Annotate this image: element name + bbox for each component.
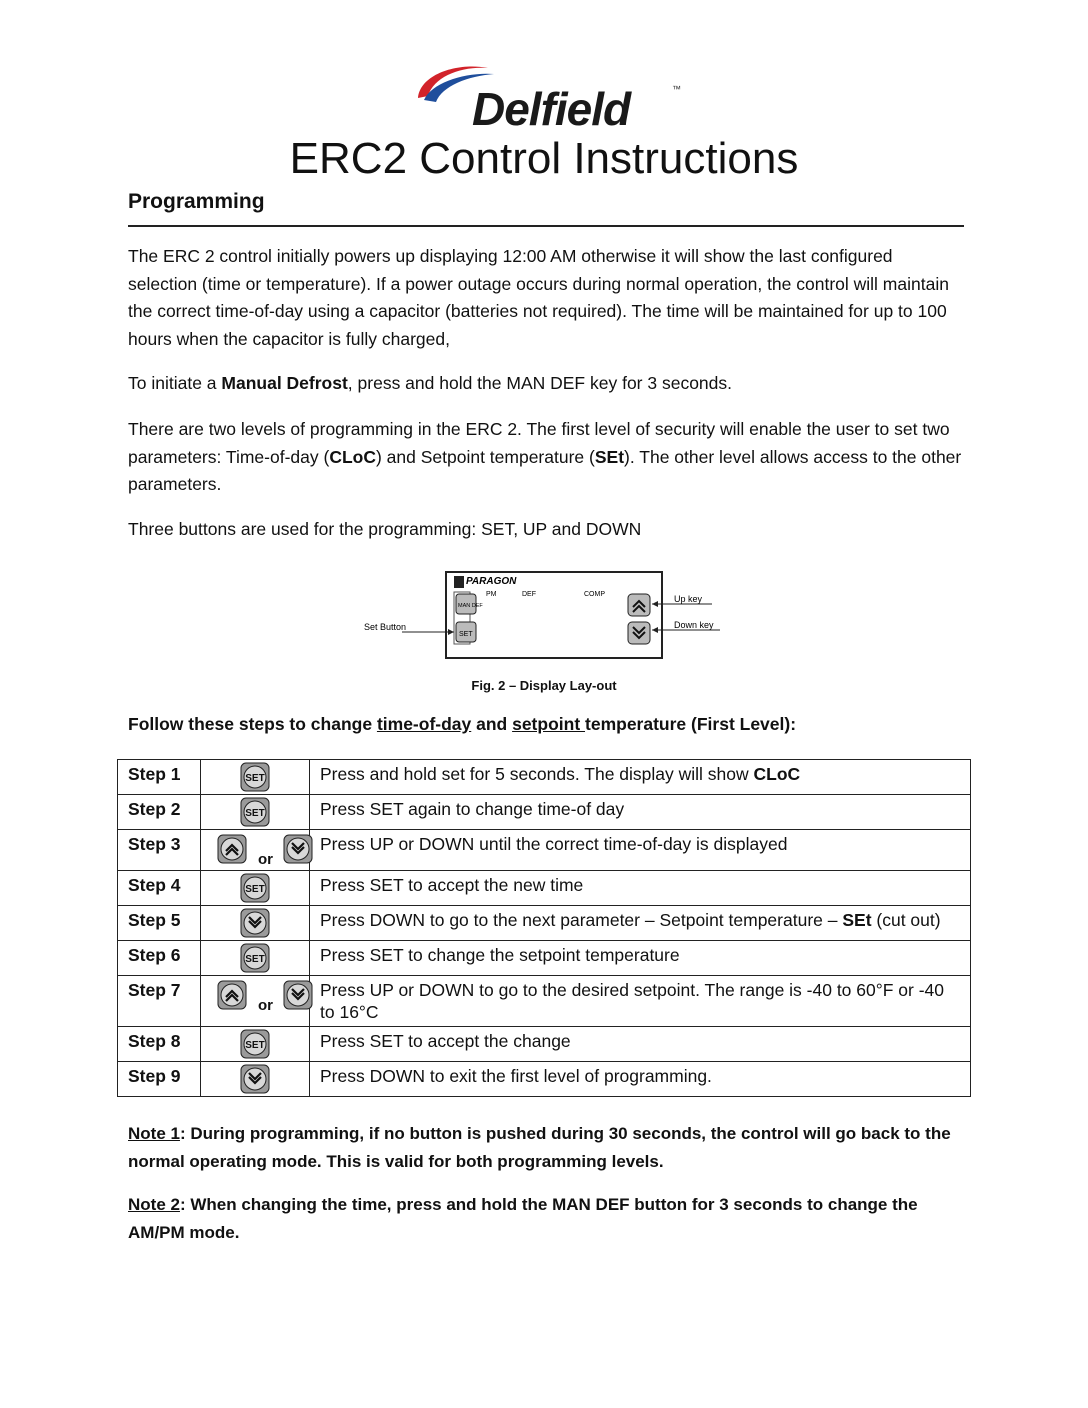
step-label: Step 7	[118, 976, 201, 1027]
step-icons	[201, 906, 310, 941]
step-icons	[201, 1062, 310, 1097]
down-icon	[283, 834, 313, 864]
step-row	[118, 830, 971, 871]
paragon-label: PARAGON	[466, 576, 517, 587]
fig-up-button-icon	[628, 594, 650, 616]
display-label-comp: COMP	[584, 591, 605, 598]
step-row	[118, 1027, 971, 1062]
step-icons	[201, 871, 310, 906]
man-def-label: MAN DEF	[458, 603, 483, 609]
step-description: Press SET to change the setpoint temperature	[310, 941, 971, 976]
step-icons	[201, 976, 310, 1027]
svg-text:SET: SET	[245, 1040, 265, 1051]
logo-trademark: ™	[672, 84, 681, 94]
paragon-logo-mark	[454, 576, 464, 588]
step-label: Step 1	[118, 760, 201, 795]
callout-down-key: Down key	[674, 620, 714, 630]
paragraph-levels: There are two levels of programming in the ERC 2. The first level of security will enable the user to set two parameters: Time-of-day (CLoC) and Setpoint temperature (SEt). The other level allows access to the other parameters.	[128, 419, 962, 494]
step-icons	[201, 1027, 310, 1062]
paragraph-buttons: Three buttons are used for the programming: SET, UP and DOWN	[128, 519, 642, 539]
note-1: Note 1: During programming, if no button is pushed during 30 seconds, the control will go back to the normal operating mode. This is valid for both programming levels.	[128, 1124, 951, 1171]
step-description: Press UP or DOWN until the correct time-of-day is displayed	[310, 830, 971, 871]
step-label: Step 3	[118, 830, 201, 871]
down-icon	[240, 1064, 270, 1094]
display-layout-figure	[362, 566, 732, 662]
paragraph-power-up: The ERC 2 control initially powers up displaying 12:00 AM otherwise it will show the last configured selection (time or temperature). If a power outage occurs during normal operation, the control will maintain the correct time-of-day using a capacitor (batteries not required). The time will be maintained for up to 100 hours when the capacitor is fully charged,	[128, 246, 949, 349]
set-icon	[240, 1029, 270, 1059]
or-label: or	[258, 997, 273, 1014]
svg-text:SET: SET	[245, 954, 265, 965]
steps-table	[117, 759, 971, 1097]
step-row	[118, 871, 971, 906]
or-label: or	[258, 851, 273, 868]
svg-text:SET: SET	[245, 808, 265, 819]
step-row	[118, 795, 971, 830]
heading-rule	[128, 225, 964, 227]
set-icon	[240, 797, 270, 827]
step-icons	[201, 941, 310, 976]
step-description: Press SET again to change time-of day	[310, 795, 971, 830]
step-label: Step 2	[118, 795, 201, 830]
step-description: Press SET to accept the change	[310, 1027, 971, 1062]
step-label: Step 8	[118, 1027, 201, 1062]
fig-set-label: SET	[459, 631, 473, 638]
display-label-def: DEF	[522, 591, 536, 598]
paragraph-manual-defrost: To initiate a Manual Defrost, press and hold the MAN DEF key for 3 seconds.	[128, 373, 733, 393]
step-icons	[201, 830, 310, 871]
step-icons	[201, 760, 310, 795]
callout-up-key: Up key	[674, 594, 703, 604]
set-icon	[240, 943, 270, 973]
figure-caption: Fig. 2 – Display Lay-out	[471, 678, 617, 693]
step-row	[118, 941, 971, 976]
logo-wordmark: Delfield	[472, 83, 631, 135]
step-row	[118, 1062, 971, 1097]
step-label: Step 6	[118, 941, 201, 976]
step-description: Press and hold set for 5 seconds. The display will show CLoC	[310, 760, 971, 795]
delfield-logo	[410, 60, 690, 135]
set-icon	[240, 762, 270, 792]
callout-set-button: Set Button	[364, 622, 407, 632]
step-row	[118, 760, 971, 795]
step-description: Press UP or DOWN to go to the desired setpoint. The range is -40 to 60°F or -40 to 16°C	[310, 976, 971, 1027]
display-label-pm: PM	[486, 591, 497, 598]
step-row	[118, 906, 971, 941]
svg-text:SET: SET	[245, 884, 265, 895]
up-icon	[217, 834, 247, 864]
step-label: Step 4	[118, 871, 201, 906]
svg-text:SET: SET	[245, 773, 265, 784]
section-heading: Programming	[128, 190, 265, 213]
down-icon	[283, 980, 313, 1010]
note-2: Note 2: When changing the time, press and hold the MAN DEF button for 3 seconds to change the AM/PM mode.	[128, 1195, 918, 1242]
steps-heading: Follow these steps to change time-of-day and setpoint temperature (First Level):	[128, 714, 797, 734]
step-description: Press DOWN to go to the next parameter – Setpoint temperature – SEt (cut out)	[310, 906, 971, 941]
down-icon	[240, 908, 270, 938]
step-label: Step 9	[118, 1062, 201, 1097]
step-row	[118, 976, 971, 1027]
step-label: Step 5	[118, 906, 201, 941]
step-description: Press DOWN to exit the first level of programming.	[310, 1062, 971, 1097]
set-icon	[240, 873, 270, 903]
page-title: ERC2 Control Instructions	[289, 134, 799, 183]
fig-down-button-icon	[628, 622, 650, 644]
up-icon	[217, 980, 247, 1010]
step-icons	[201, 795, 310, 830]
step-description: Press SET to accept the new time	[310, 871, 971, 906]
